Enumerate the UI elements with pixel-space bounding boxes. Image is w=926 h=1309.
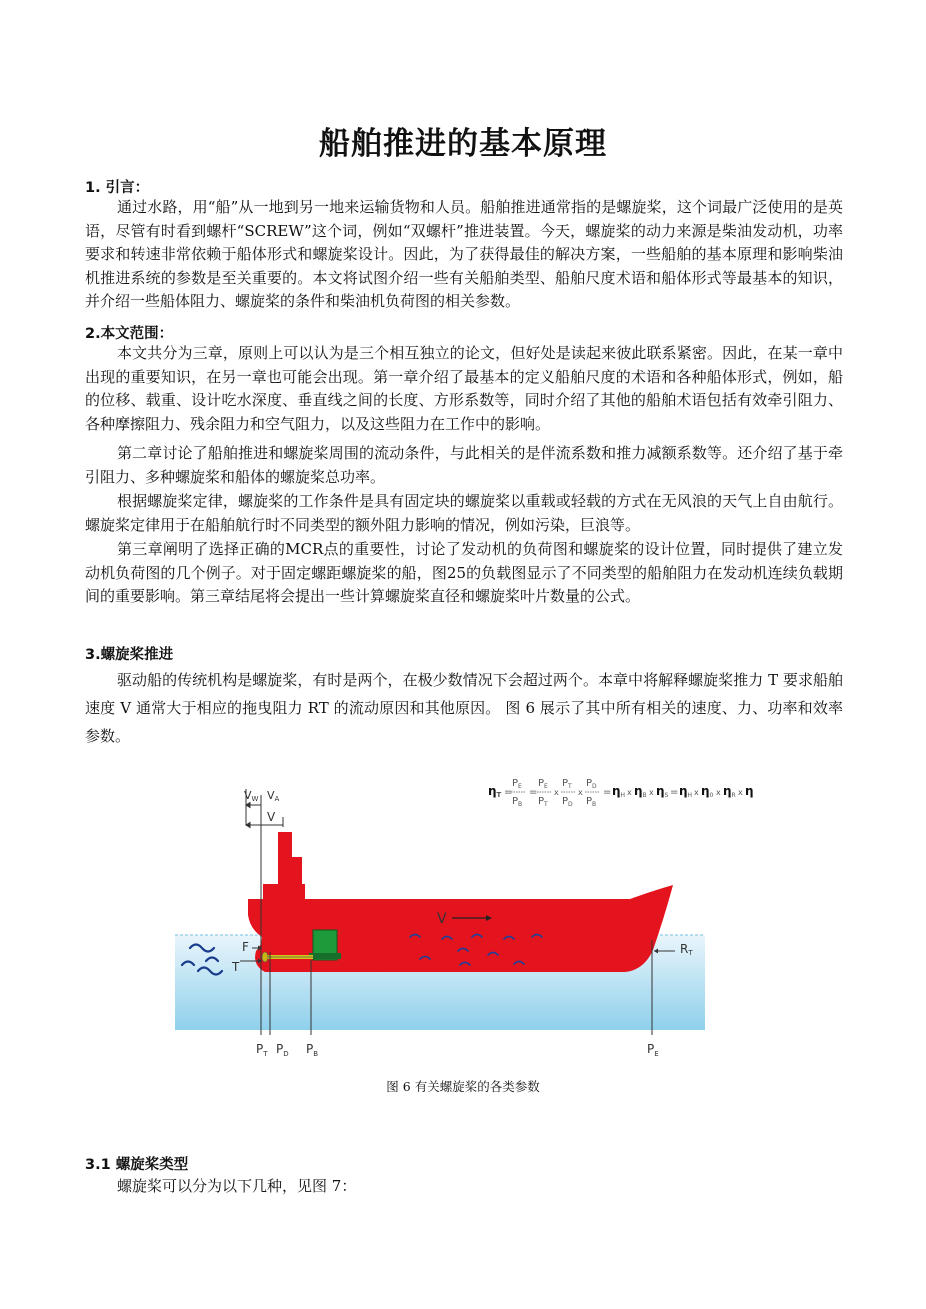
section-3-heading: 3.螺旋桨推进 bbox=[85, 647, 174, 663]
svg-text:PT: $P_T$ bbox=[538, 796, 548, 808]
section-3-1-heading: 3.1 螺旋桨类型 bbox=[85, 1157, 189, 1173]
svg-text:PE: $P_E$ bbox=[512, 778, 522, 790]
propeller-parameters-figure bbox=[170, 765, 760, 1065]
page-title: 船舶推进的基本原理 bbox=[319, 126, 607, 162]
section-2-paragraph-4: 第三章阐明了选择正确的MCR点的重要性，讨论了发动机的负荷图和螺旋桨的设计位置，同时提供了建立发动机负荷图的几个例子。对于固定螺距螺旋桨的船，图25的负载图显示了不同类型的船舶阻力在发动机连续负载期间的重要影响。第三章结尾将会提出一些计算螺旋桨直径和螺旋桨叶片数量的公式。 bbox=[85, 540, 843, 605]
section-2-heading: 2.本文范围： bbox=[85, 326, 174, 342]
svg-text:ηB: ηB bbox=[634, 784, 647, 799]
f-label: F bbox=[242, 940, 249, 954]
svg-text:η: η bbox=[745, 784, 754, 798]
figure-caption: 图 6 有关螺旋桨的各类参数 bbox=[386, 1079, 540, 1094]
section-2-paragraph-1: 本文共分为三章，原则上可以认为是三个相互独立的论文，但好处是读起来彼此联系紧密。因此，在某一章中出现的重要知识，在另一章也可能会出现。第一章介绍了最基本的定义船舶尺度的术语和各种船体形式，例如，船的位移、载重、设计吃水深度、垂直线之间的长度、方形系数等，同时介绍了其他的船舶术语包括有效牵引阻力、各种摩擦阻力、残余阻力和空气阻力，以及这些阻力在工作中的影响。 bbox=[85, 344, 843, 433]
svg-text:x: x bbox=[554, 788, 559, 797]
svg-text:ηH: ηH bbox=[679, 784, 693, 799]
svg-text:=: = bbox=[670, 787, 679, 798]
svg-text:x: x bbox=[694, 788, 699, 797]
v-top-label: V bbox=[267, 810, 276, 824]
svg-text:PD: $P_D$ bbox=[562, 796, 573, 808]
svg-text:x: x bbox=[716, 788, 721, 797]
velocity-arrows bbox=[246, 803, 283, 828]
pt-label: $P_T$ bbox=[256, 1042, 268, 1058]
section-3-1-paragraph: 螺旋桨可以分为以下几种，见图 7： bbox=[117, 1177, 357, 1195]
svg-text:x: x bbox=[627, 788, 632, 797]
svg-text:x: x bbox=[578, 788, 583, 797]
section-1-paragraph: 通过水路，用“船”从一地到另一地来运输货物和人员。船舶推进通常指的是螺旋桨，这个词最广泛使用的是英语，尽管有时看到螺杆“SCREW”这个词，例如“双螺杆”推进装置。今天，螺旋桨的动力来源是柴油发动机，功率要求和转速非常依赖于船体形式和螺旋桨设计。因此，为了获得最佳的解决方案，一些船舶的基本原理和影响柴油机推进系统的参数是至关重要的。本文将试图介绍一些有关船舶类型、船舶尺度术语和船体形式等最基本的知识，并介绍一些船体阻力、螺旋桨的条件和柴油机负荷图的相关参数。 bbox=[85, 198, 843, 310]
svg-text:ηS: ηS bbox=[656, 784, 669, 799]
svg-text:PD: $P_D$ bbox=[586, 778, 597, 790]
section-3-paragraph: 驱动船的传统机构是螺旋桨，有时是两个，在极少数情况下会超过两个。本章中将解释螺旋桨推力 T 要求船舶速度 V 通常大于相应的拖曳阻力 RT 的流动原因和其他原因。 图 6 展示了其中所有相关的速度、力、功率和效率参数。 bbox=[85, 671, 843, 745]
rt-label: RT bbox=[680, 942, 693, 957]
ship-hull bbox=[248, 832, 673, 972]
section-2-paragraph-2: 第二章讨论了船舶推进和螺旋桨周围的流动条件，与此相关的是伴流系数和推力减额系数等。还介绍了基于牵引阻力、多种螺旋桨和船体的螺旋桨总功率。 bbox=[85, 444, 843, 486]
engine-base bbox=[309, 953, 341, 959]
section-2-paragraph-3: 根据螺旋桨定律，螺旋桨的工作条件是具有固定块的螺旋桨以重载或轻载的方式在无风浪的天气上自由航行。螺旋桨定律用于在船舶航行时不同类型的额外阻力影响的情况，例如污染，巨浪等。 bbox=[85, 492, 843, 534]
va-label: VA bbox=[267, 789, 280, 803]
svg-text:ηT: ηT bbox=[488, 784, 502, 799]
svg-text:PB: $P_B$ bbox=[586, 796, 597, 808]
pd-label: $P_D$ bbox=[276, 1042, 289, 1058]
pb-label: $P_B$ bbox=[306, 1042, 319, 1058]
svg-text:PT: $P_T$ bbox=[562, 778, 572, 790]
svg-text:x: x bbox=[649, 788, 654, 797]
svg-text:ηR: ηR bbox=[723, 784, 736, 799]
vw-label: VW bbox=[244, 789, 259, 803]
section-1-heading: 1. 引言： bbox=[85, 180, 150, 196]
svg-text:x: x bbox=[738, 788, 743, 797]
svg-text:ηH: ηH bbox=[612, 784, 626, 799]
svg-text:η0: η0 bbox=[701, 784, 714, 799]
svg-text:=: = bbox=[529, 787, 538, 798]
pe-label: $P_E$ bbox=[647, 1042, 659, 1058]
t-label: T bbox=[232, 960, 240, 974]
svg-text:PE: $P_E$ bbox=[538, 778, 548, 790]
svg-text:=: = bbox=[504, 787, 513, 798]
propeller-icon bbox=[262, 952, 268, 962]
svg-text:=: = bbox=[603, 787, 612, 798]
svg-text:PB: $P_B$ bbox=[512, 796, 523, 808]
efficiency-formula bbox=[488, 778, 754, 808]
v-ship-label: V bbox=[437, 911, 447, 927]
